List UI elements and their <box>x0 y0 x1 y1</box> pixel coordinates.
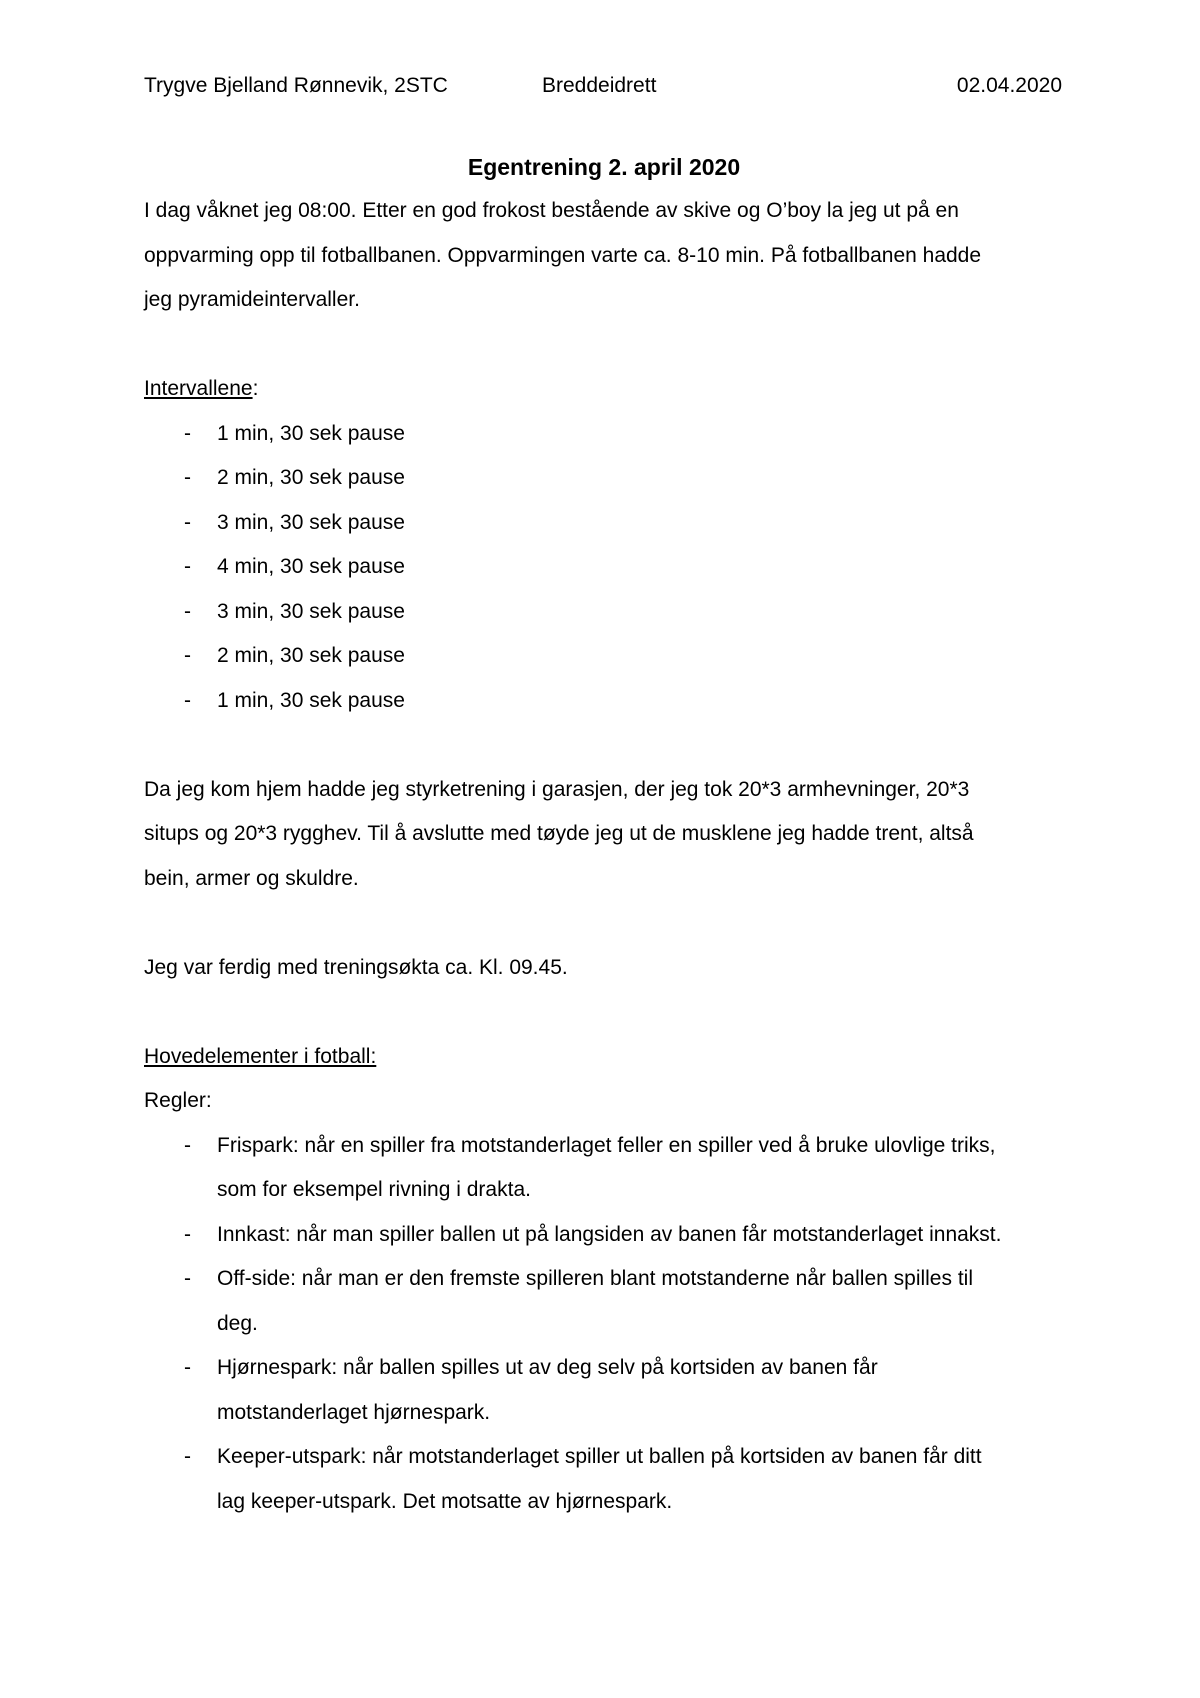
list-item <box>144 590 1064 635</box>
strength-paragraph <box>144 768 1064 902</box>
intervals-list <box>144 412 1064 724</box>
rule-line: Frispark: når en spiller fra motstanderlaget feller en spiller ved å bruke ulovlige triks, <box>217 1133 996 1157</box>
rule-line: Innkast: når man spiller ballen ut på langsiden av banen får motstanderlaget innakst. <box>217 1222 1002 1246</box>
list-item <box>144 545 1064 590</box>
dash-marker: - <box>184 1222 191 1246</box>
rule-line: motstanderlaget hjørnespark. <box>217 1400 491 1424</box>
rule-line: som for eksempel rivning i drakta. <box>217 1178 531 1201</box>
header-subject: Breddeidrett <box>542 74 657 97</box>
interval-text: 3 min, 30 sek pause <box>217 510 405 534</box>
interval-text: 3 min, 30 sek pause <box>217 599 405 623</box>
intervals-heading-text: Intervallene <box>144 377 253 400</box>
page-header <box>144 74 1062 104</box>
header-author: Trygve Bjelland Rønnevik, 2STC <box>144 74 448 97</box>
intro-paragraph <box>144 189 1064 323</box>
intro-line: I dag våknet jeg 08:00. Etter en god frokost bestående av skive og O’boy la jeg ut på en <box>144 199 959 222</box>
rules-label: Regler: <box>144 1089 212 1112</box>
strength-line: situps og 20*3 rygghev. Til å avslutte med tøyde jeg ut de musklene jeg hadde trent, altså <box>144 822 974 845</box>
finished-paragraph: Jeg var ferdig med treningsøkta ca. Kl. 09.45. <box>144 955 568 979</box>
list-item <box>144 1435 1064 1524</box>
rule-line: deg. <box>217 1311 258 1335</box>
dash-marker: - <box>184 688 191 712</box>
intervals-heading <box>144 367 1064 412</box>
document-body <box>144 145 1064 1524</box>
list-item <box>144 634 1064 679</box>
list-item <box>144 412 1064 457</box>
dash-marker: - <box>184 1133 191 1157</box>
list-item <box>144 1213 1064 1258</box>
interval-text: 2 min, 30 sek pause <box>217 466 405 489</box>
rule-line: Hjørnespark: når ballen spilles ut av deg selv på kortsiden av banen får <box>217 1356 878 1379</box>
interval-text: 1 min, 30 sek pause <box>217 421 405 445</box>
dash-marker: - <box>184 510 191 534</box>
rules-list <box>144 1124 1064 1525</box>
intro-line: oppvarming opp til fotballbanen. Oppvarmingen varte ca. 8-10 min. På fotballbanen hadde <box>144 243 982 267</box>
list-item <box>144 679 1064 724</box>
list-item <box>144 501 1064 546</box>
list-item <box>144 1346 1064 1435</box>
interval-text: 4 min, 30 sek pause <box>217 555 405 578</box>
header-date: 02.04.2020 <box>956 74 1062 97</box>
list-item <box>144 1257 1064 1346</box>
interval-text: 2 min, 30 sek pause <box>217 644 405 667</box>
rule-line: Off-side: når man er den fremste spilleren blant motstanderne når ballen spilles til <box>217 1267 973 1290</box>
dash-marker: - <box>184 1445 191 1468</box>
list-item <box>144 1124 1064 1213</box>
rule-line: Keeper-utspark: når motstanderlaget spiller ut ballen på kortsiden av banen får ditt <box>217 1445 982 1468</box>
dash-marker: - <box>184 1267 191 1290</box>
list-item <box>144 456 1064 501</box>
dash-marker: - <box>184 421 191 445</box>
intervals-heading-colon: : <box>252 377 259 400</box>
intro-line: jeg pyramideintervaller. <box>144 288 360 311</box>
strength-line: Da jeg kom hjem hadde jeg styrketrening i garasjen, der jeg tok 20*3 armhevninger, 20*3 <box>144 777 970 801</box>
strength-line: bein, armer og skuldre. <box>144 866 359 890</box>
rule-line: lag keeper-utspark. Det motsatte av hjørnespark. <box>217 1489 673 1513</box>
document-title: Egentrening 2. april 2020 <box>467 154 741 180</box>
dash-marker: - <box>184 555 191 578</box>
football-heading: Hovedelementer i fotball: <box>144 1044 377 1068</box>
dash-marker: - <box>184 599 191 623</box>
interval-text: 1 min, 30 sek pause <box>217 688 405 712</box>
dash-marker: - <box>184 1356 191 1379</box>
dash-marker: - <box>184 644 191 667</box>
dash-marker: - <box>184 466 191 489</box>
